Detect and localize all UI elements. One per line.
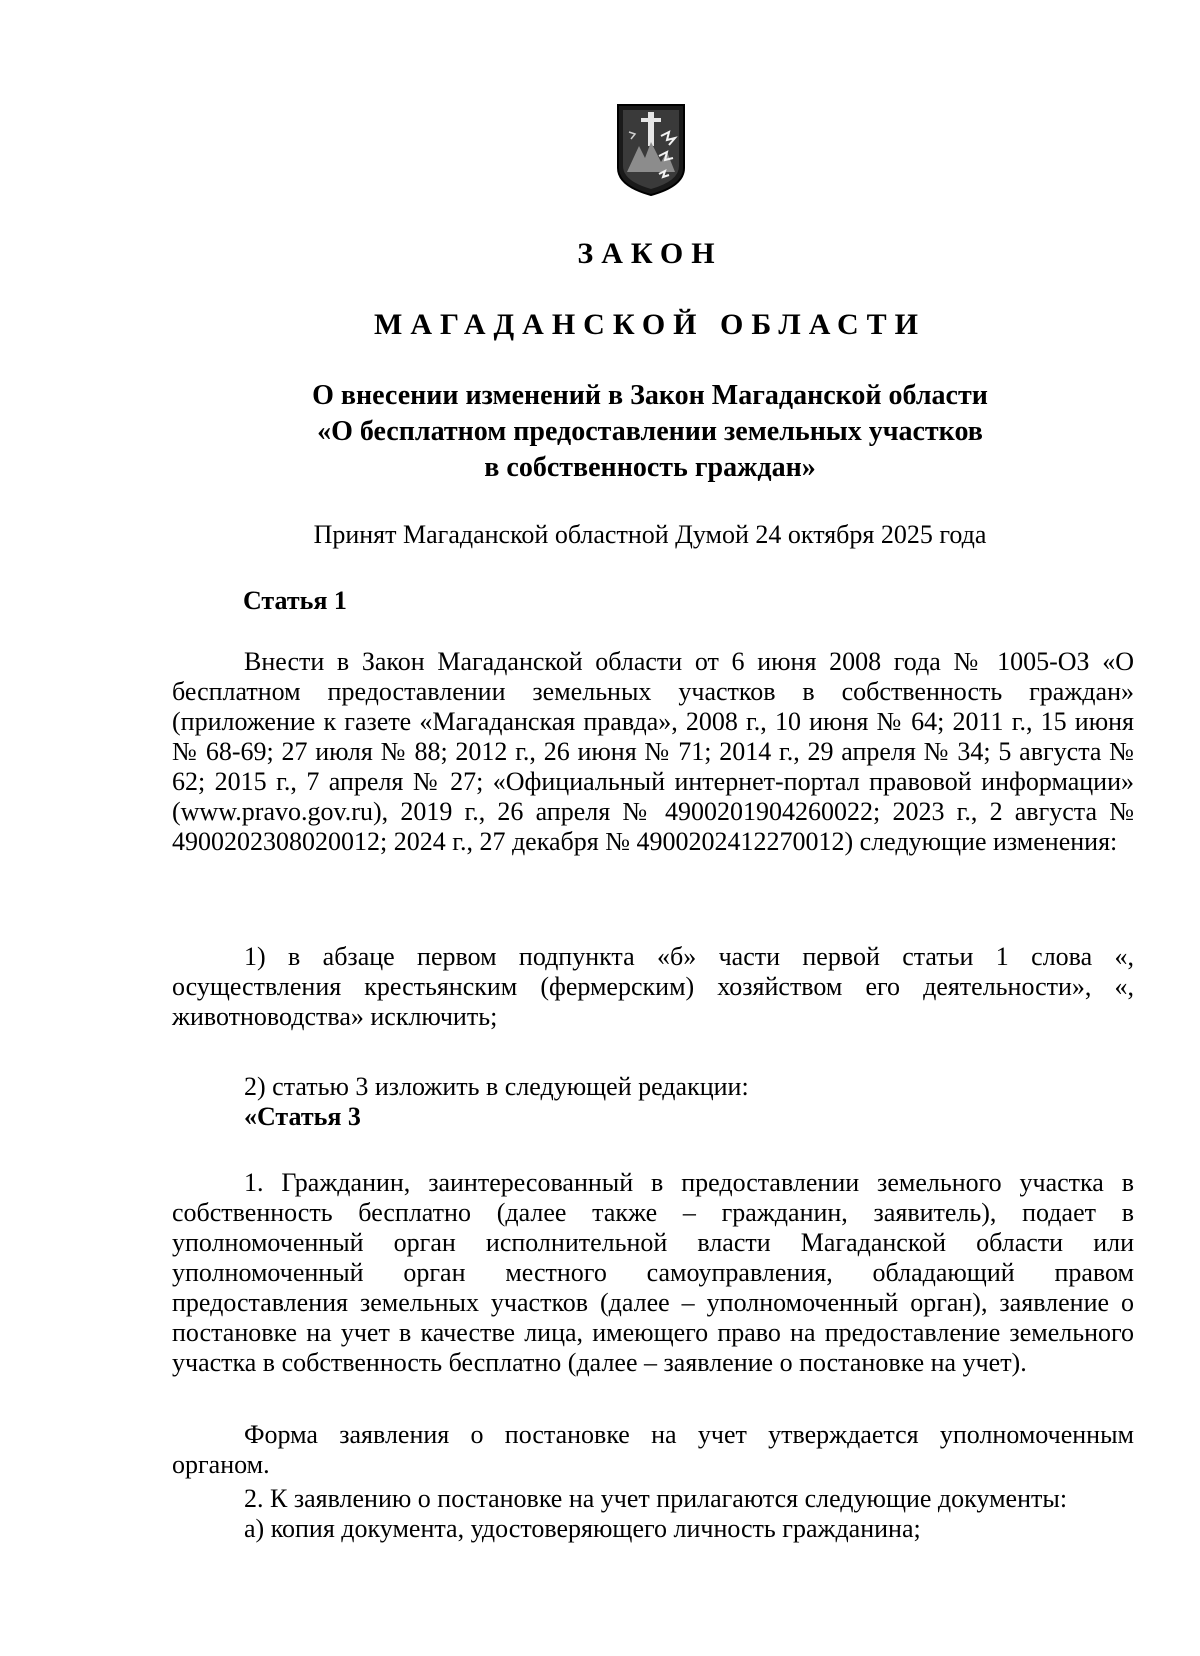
amendment-item-2 bbox=[172, 1072, 1134, 1132]
amendment-item-1: 1) в абзаце первом подпункта «б» части первой статьи 1 слова «, осуществления крестьянским (фермерским) хозяйством его деятельности», «, животноводства» исключить; bbox=[172, 942, 1134, 1031]
adoption-statement: Принят Магаданской областной Думой 24 октября 2025 года bbox=[313, 520, 987, 549]
new-article-3-form-note: Форма заявления о постановке на учет утверждается уполномоченным органом. bbox=[172, 1420, 1134, 1479]
law-subject bbox=[0, 378, 1200, 486]
article-1-intro: Внести в Закон Магаданской области от 6 июня 2008 года № 1005-ОЗ «О бесплатном предоставлении земельных участков в собственность граждан» (приложение к газете «Магаданская правда», 2008 г., 10 июня № 64; 2011 г., 15 июня № 68-69; 27 июля № 88; 2012 г., 26 июня № 71; 2014 г., 29 апреля № 34; 5 августа № 62; 2015 г., 7 апреля № 27; «Официальный интернет-портал правовой информации» (www.pravo.gov.ru), 2019 г., 26 апреля № 4900201904260022; 2023 г., 2 августа № 4900202308020012; 2024 г., 27 декабря № 4900202412270012) следующие изменения: bbox=[172, 647, 1134, 856]
subject-line: в собственность граждан» bbox=[484, 452, 816, 483]
region-title: МАГАДАНСКОЙ ОБЛАСТИ bbox=[374, 308, 926, 341]
new-article-3-heading: «Статья 3 bbox=[244, 1102, 361, 1131]
law-title: ЗАКОН bbox=[577, 237, 723, 270]
new-article-3-part-2: 2. К заявлению о постановке на учет прилагаются следующие документы: bbox=[244, 1484, 1068, 1513]
subject-line: О внесении изменений в Закон Магаданской области bbox=[312, 380, 988, 411]
amendment-item-2-text: 2) статью 3 изложить в следующей редакции: bbox=[244, 1072, 749, 1101]
subject-line: «О бесплатном предоставлении земельных участков bbox=[317, 416, 983, 447]
article-1-heading: Статья 1 bbox=[243, 586, 347, 615]
new-article-3-part-1: 1. Гражданин, заинтересованный в предоставлении земельного участка в собственность бесплатно (далее также – гражданин, заявитель), подает в уполномоченный орган исполнительной власти Магаданской области или уполномоченный орган местного самоуправления, обладающий правом предоставления земельных участков (далее – уполномоченный орган), заявление о постановке на учет в качестве лица, имеющего право на предоставление земельного участка в собственность бесплатно (далее – заявление о постановке на учет). bbox=[172, 1168, 1134, 1377]
coat-of-arms-icon bbox=[615, 102, 687, 198]
new-article-3-part-2-a: а) копия документа, удостоверяющего личность гражданина; bbox=[244, 1514, 921, 1543]
